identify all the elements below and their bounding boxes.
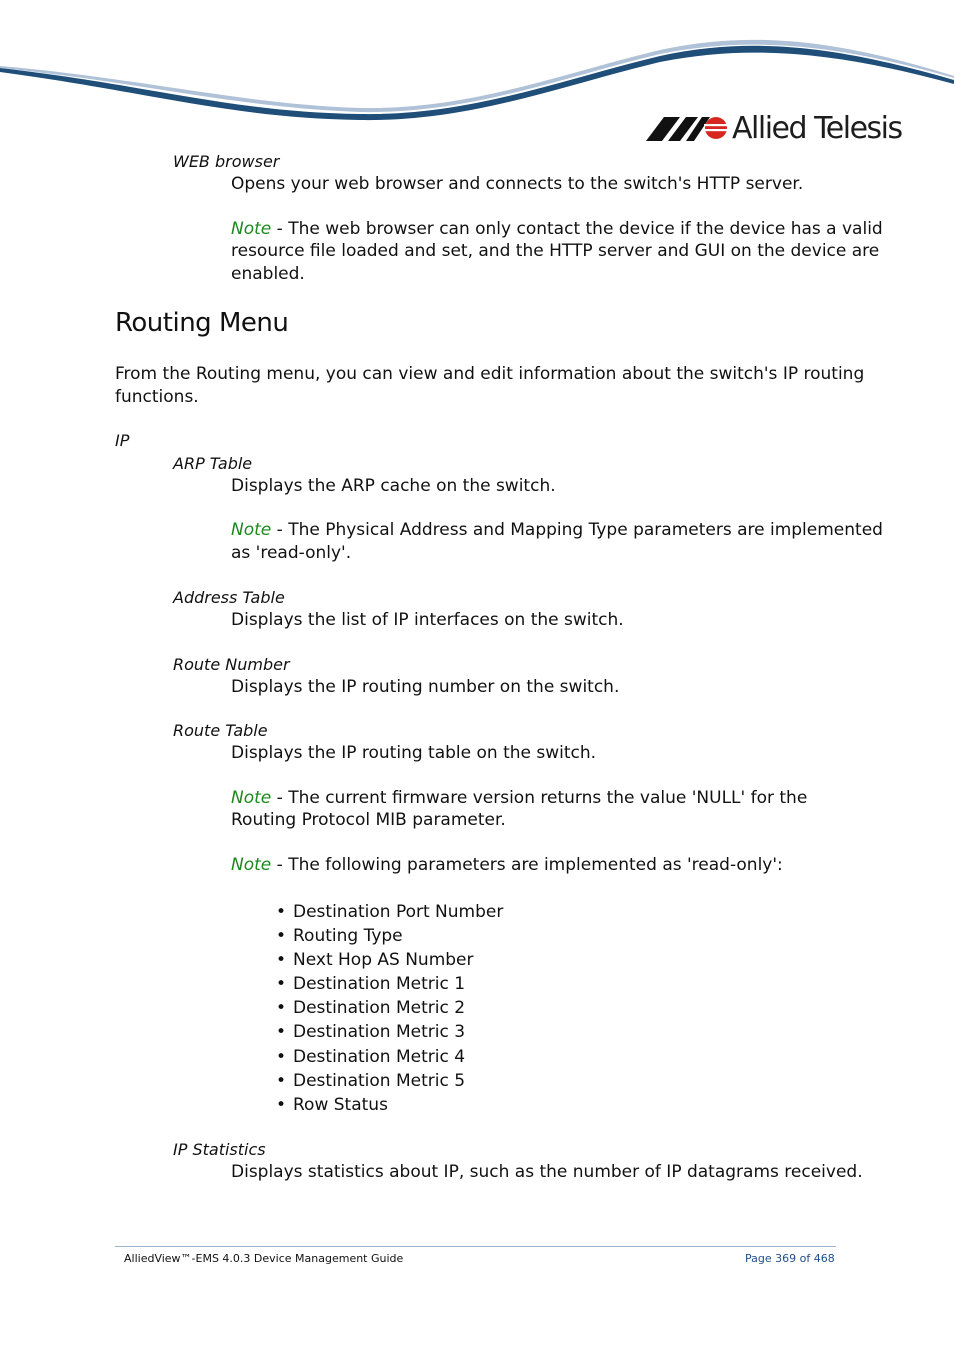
note-web-browser-line-1	[231, 218, 883, 240]
list-item: • Destination Metric 1	[276, 972, 503, 996]
desc-route-number: Displays the IP routing number on the switch.	[231, 677, 620, 697]
page-heading-routing-menu: Routing Menu	[115, 308, 289, 338]
desc-address-table: Displays the list of IP interfaces on the switch.	[231, 610, 624, 630]
note-text: - The web browser can only contact the device if the device has a valid	[271, 219, 883, 239]
list-item: • Destination Metric 3	[276, 1020, 503, 1044]
desc-web-browser: Opens your web browser and connects to the switch's HTTP server.	[231, 174, 804, 194]
note-arp-line-2: as 'read-only'.	[231, 543, 352, 563]
footer-page-number: Page 369 of 468	[745, 1252, 835, 1265]
note-arp-line-1	[231, 519, 883, 541]
note-web-browser-line-3: enabled.	[231, 264, 305, 284]
term-arp-table: ARP Table	[173, 454, 253, 473]
term-address-table: Address Table	[173, 588, 285, 607]
note-web-browser-line-2: resource file loaded and set, and the HTTP server and GUI on the device are	[231, 241, 880, 261]
note-text: - The current firmware version returns the value 'NULL' for the	[271, 788, 808, 808]
list-item: • Routing Type	[276, 924, 503, 948]
allied-telesis-logo	[646, 110, 902, 146]
term-route-table: Route Table	[173, 721, 268, 740]
note-text: - The Physical Address and Mapping Type parameters are implemented	[271, 520, 883, 540]
term-web-browser: WEB browser	[173, 152, 280, 171]
footer-document-title: AlliedView™-EMS 4.0.3 Device Management Guide	[124, 1252, 404, 1265]
term-ip-statistics: IP Statistics	[173, 1140, 266, 1159]
list-item: • Destination Metric 2	[276, 996, 503, 1020]
allied-telesis-logo-mark-icon	[646, 113, 728, 143]
list-item: • Next Hop AS Number	[276, 948, 503, 972]
list-item: • Destination Metric 5	[276, 1069, 503, 1093]
note-route-table-1-line-2: Routing Protocol MIB parameter.	[231, 810, 506, 830]
desc-ip-statistics: Displays statistics about IP, such as the number of IP datagrams received.	[231, 1162, 863, 1182]
note-route-table-1-line-1	[231, 787, 807, 809]
note-label: Note	[231, 520, 272, 540]
note-label: Note	[231, 855, 272, 875]
note-label: Note	[231, 788, 272, 808]
list-item: • Destination Metric 4	[276, 1045, 503, 1069]
term-route-number: Route Number	[173, 655, 290, 674]
list-item: • Destination Port Number	[276, 900, 503, 924]
logo-wordmark: Allied Telesis	[732, 110, 902, 146]
note-label: Note	[231, 219, 272, 239]
note-text: - The following parameters are implemented as 'read-only':	[271, 855, 783, 875]
desc-route-table: Displays the IP routing table on the switch.	[231, 743, 597, 763]
desc-arp-table: Displays the ARP cache on the switch.	[231, 476, 556, 496]
routing-intro-line-1: From the Routing menu, you can view and edit information about the switch's IP routing	[115, 364, 865, 384]
footer-divider	[115, 1246, 836, 1247]
note-route-table-2	[231, 854, 783, 876]
read-only-parameter-list	[276, 900, 503, 1117]
routing-intro-line-2: functions.	[115, 387, 199, 407]
group-ip: IP	[115, 431, 130, 450]
list-item: • Row Status	[276, 1093, 503, 1117]
